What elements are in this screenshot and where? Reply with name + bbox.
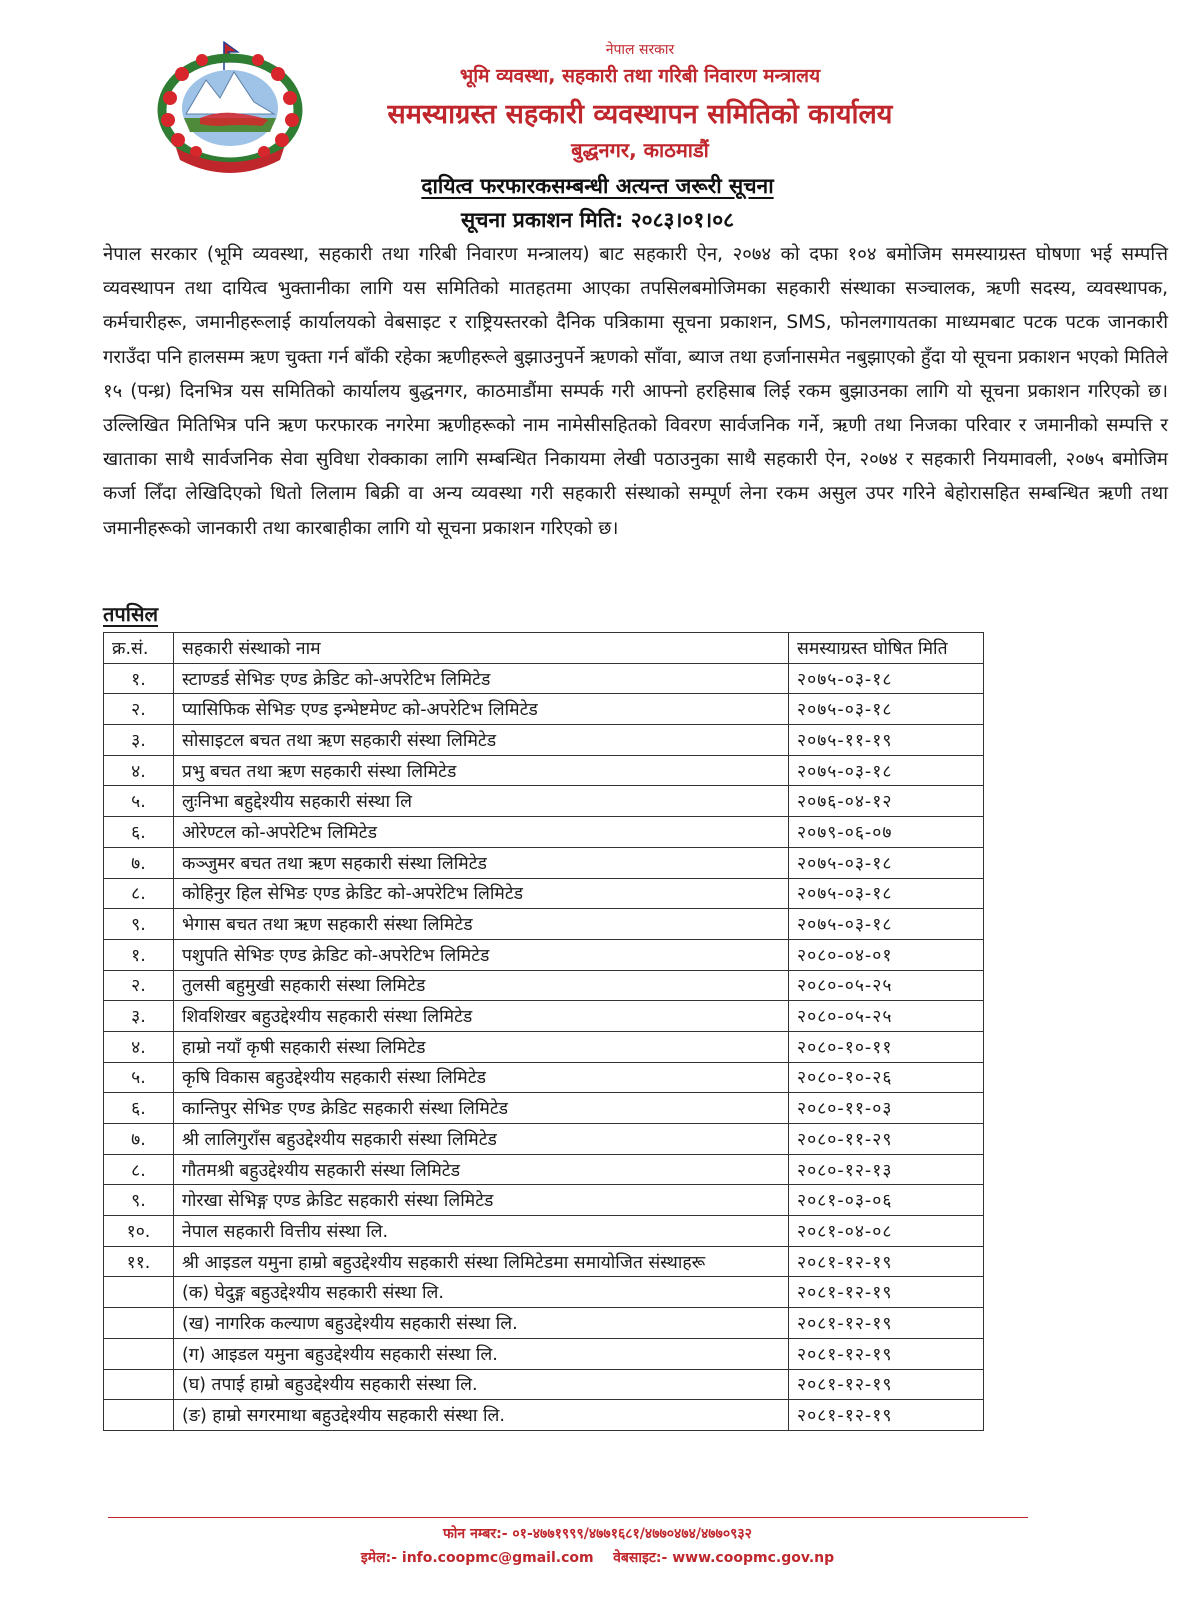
row-declared-date: २०७६-०४-१२ <box>789 786 984 817</box>
row-serial: ८. <box>104 878 174 909</box>
office-address: बुद्धनगर, काठमाडौं <box>571 138 709 162</box>
email-link[interactable]: info.coopmc@gmail.com <box>401 1550 594 1566</box>
row-cooperative-name: गोरखा सेभिङ्ग एण्ड क्रेडिट सहकारी संस्था लिमिटेड <box>174 1185 789 1216</box>
table-header-row <box>104 633 984 664</box>
row-declared-date: २०८१-०४-०८ <box>789 1216 984 1247</box>
row-serial: ८. <box>104 1154 174 1185</box>
row-serial-empty <box>104 1369 174 1400</box>
row-serial: ६. <box>104 817 174 848</box>
cooperatives-table <box>103 632 984 1431</box>
row-cooperative-name: श्री लालिगुराँस बहुउद्देश्यीय सहकारी संस्था लिमिटेड <box>174 1124 789 1155</box>
row-serial-empty <box>104 1308 174 1339</box>
row-cooperative-name: भेगास बचत तथा ऋण सहकारी संस्था लिमिटेड <box>174 909 789 940</box>
office-name: समस्याग्रस्त सहकारी व्यवस्थापन समितिको कार्यालय <box>387 99 893 130</box>
footer-divider <box>108 1517 1028 1518</box>
table-row <box>104 663 984 694</box>
table-row <box>104 909 984 940</box>
row-declared-date: २०७९-०६-०७ <box>789 817 984 848</box>
row-declared-date: २०८०-१०-२६ <box>789 1062 984 1093</box>
table-row <box>104 725 984 756</box>
table-row <box>104 1154 984 1185</box>
nepal-emblem-icon <box>150 36 310 176</box>
row-serial: १०. <box>104 1216 174 1247</box>
row-serial-empty <box>104 1400 174 1431</box>
row-serial: ५. <box>104 786 174 817</box>
row-serial: ४. <box>104 1031 174 1062</box>
table-row <box>104 1093 984 1124</box>
government-label: नेपाल सरकार <box>605 42 675 58</box>
row-cooperative-name: लुःनिभा बहुद्देश्यीय सहकारी संस्था लि <box>174 786 789 817</box>
row-cooperative-name: कान्तिपुर सेभिङ एण्ड क्रेडिट सहकारी संस्था लिमिटेड <box>174 1093 789 1124</box>
table-row <box>104 1216 984 1247</box>
table-row <box>104 1031 984 1062</box>
column-header-name: सहकारी संस्थाको नाम <box>174 633 789 664</box>
table-row <box>104 817 984 848</box>
row-cooperative-name: श्री आइडल यमुना हाम्रो बहुउद्देश्यीय सहकारी संस्था लिमिटेडमा समायोजित संस्थाहरू <box>174 1246 789 1277</box>
row-serial: ४. <box>104 755 174 786</box>
row-serial: ९. <box>104 1185 174 1216</box>
table-row <box>104 755 984 786</box>
row-declared-date: २०८१-१२-१९ <box>789 1246 984 1277</box>
row-declared-date: २०७५-०३-१८ <box>789 909 984 940</box>
table-row <box>104 694 984 725</box>
column-header-serial: क्र.सं. <box>104 633 174 664</box>
row-declared-date: २०८१-१२-१९ <box>789 1338 984 1369</box>
row-declared-date: २०७५-०३-१८ <box>789 878 984 909</box>
table-row <box>104 1062 984 1093</box>
table-sub-row <box>104 1400 984 1431</box>
row-cooperative-name: ओरेण्टल को-अपरेटिभ लिमिटेड <box>174 817 789 848</box>
row-cooperative-name: कृषि विकास बहुउद्देश्यीय सहकारी संस्था लिमिटेड <box>174 1062 789 1093</box>
row-declared-date: २०८०-१२-१३ <box>789 1154 984 1185</box>
row-serial: ५. <box>104 1062 174 1093</box>
row-declared-date: २०८०-१०-११ <box>789 1031 984 1062</box>
row-cooperative-name: प्यासिफिक सेभिङ एण्ड इन्भेष्टमेण्ट को-अपरेटिभ लिमिटेड <box>174 694 789 725</box>
table-row <box>104 970 984 1001</box>
website-label: वेबसाइट:- <box>613 1550 668 1566</box>
table-row <box>104 939 984 970</box>
row-declared-date: २०८१-१२-१९ <box>789 1400 984 1431</box>
row-cooperative-name: पशुपति सेभिङ एण्ड क्रेडिट को-अपरेटिभ लिमिटेड <box>174 939 789 970</box>
website-link[interactable]: www.coopmc.gov.np <box>672 1550 835 1566</box>
row-cooperative-name: कोहिनुर हिल सेभिङ एण्ड क्रेडिट को-अपरेटिभ लिमिटेड <box>174 878 789 909</box>
row-cooperative-name: स्टाण्डर्ड सेभिङ एण्ड क्रेडिट को-अपरेटिभ लिमिटेड <box>174 663 789 694</box>
row-cooperative-name: नेपाल सहकारी वित्तीय संस्था लि. <box>174 1216 789 1247</box>
row-cooperative-name: प्रभु बचत तथा ऋण सहकारी संस्था लिमिटेड <box>174 755 789 786</box>
row-serial: १. <box>104 663 174 694</box>
schedule-heading: तपसिल <box>103 602 159 626</box>
row-serial: ११. <box>104 1246 174 1277</box>
row-merged-cooperative-name: (ख) नागरिक कल्याण बहुउद्देश्यीय सहकारी संस्था लि. <box>174 1308 789 1339</box>
row-merged-cooperative-name: (घ) तपाई हाम्रो बहुउद्देश्यीय सहकारी संस्था लि. <box>174 1369 789 1400</box>
row-cooperative-name: हाम्रो नयाँ कृषी सहकारी संस्था लिमिटेड <box>174 1031 789 1062</box>
row-serial: ३. <box>104 725 174 756</box>
table-sub-row <box>104 1369 984 1400</box>
notice-publication-date: सूचना प्रकाशन मिति: २०८३।०१।०८ <box>460 208 735 232</box>
email-label: इमेल:- <box>360 1550 398 1566</box>
row-declared-date: २०७५-०३-१८ <box>789 663 984 694</box>
footer-phone <box>0 1524 1195 1543</box>
row-declared-date: २०७५-०३-१८ <box>789 847 984 878</box>
table-sub-row <box>104 1277 984 1308</box>
table-sub-row <box>104 1308 984 1339</box>
row-declared-date: २०८०-११-०३ <box>789 1093 984 1124</box>
table-row <box>104 878 984 909</box>
row-serial: ७. <box>104 1124 174 1155</box>
row-merged-cooperative-name: (क) घेदुङ्ग बहुउद्देश्यीय सहकारी संस्था लि. <box>174 1277 789 1308</box>
row-cooperative-name: तुलसी बहुमुखी सहकारी संस्था लिमिटेड <box>174 970 789 1001</box>
row-serial-empty <box>104 1338 174 1369</box>
row-declared-date: २०८०-०५-२५ <box>789 970 984 1001</box>
row-cooperative-name: कञ्जुमर बचत तथा ऋण सहकारी संस्था लिमिटेड <box>174 847 789 878</box>
notice-title: दायित्व फरफारकसम्बन्धी अत्यन्त जरूरी सूचना <box>421 174 774 198</box>
row-merged-cooperative-name: (ग) आइडल यमुना बहुउद्देश्यीय सहकारी संस्था लि. <box>174 1338 789 1369</box>
row-declared-date: २०८०-०४-०१ <box>789 939 984 970</box>
table-row <box>104 786 984 817</box>
row-declared-date: २०८१-१२-१९ <box>789 1308 984 1339</box>
row-serial: ९. <box>104 909 174 940</box>
phone-label: फोन नम्बर:- <box>443 1526 508 1542</box>
phone-numbers: ०१-४७७१९९९/४७७१६८१/४७७०४७४/४७७०९३२ <box>512 1526 752 1542</box>
row-declared-date: २०७५-०३-१८ <box>789 694 984 725</box>
row-declared-date: २०७५-११-१९ <box>789 725 984 756</box>
table-row <box>104 1001 984 1032</box>
table-row <box>104 1124 984 1155</box>
row-declared-date: २०७५-०३-१८ <box>789 755 984 786</box>
row-declared-date: २०८०-०५-२५ <box>789 1001 984 1032</box>
row-declared-date: २०८१-१२-१९ <box>789 1369 984 1400</box>
ministry-name: भूमि व्यवस्था, सहकारी तथा गरिबी निवारण मन्त्रालय <box>459 65 821 87</box>
table-row <box>104 1246 984 1277</box>
row-serial: २. <box>104 694 174 725</box>
table-sub-row <box>104 1338 984 1369</box>
row-serial: ७. <box>104 847 174 878</box>
column-header-date: समस्याग्रस्त घोषित मिति <box>789 633 984 664</box>
row-cooperative-name: गौतमश्री बहुउद्देश्यीय सहकारी संस्था लिमिटेड <box>174 1154 789 1185</box>
row-declared-date: २०८१-०३-०६ <box>789 1185 984 1216</box>
footer-contact <box>0 1548 1195 1567</box>
notice-body: नेपाल सरकार (भूमि व्यवस्था, सहकारी तथा गरिबी निवारण मन्त्रालय) बाट सहकारी ऐन, २०७४ को दफा १०४ बमोजिम समस्याग्रस्त घोषणा भई सम्पत्ति व्यवस्थापन तथा दायित्व भुक्तानीका लागि यस समितिको मातहतमा आएका तपसिलबमोजिमका सहकारी संस्थाका सञ्चालक, ऋणी सदस्य, व्यवस्थापक, कर्मचारीहरू, जमानीहरूलाई कार्यालयको वेबसाइट र राष्ट्रियस्तरको दैनिक पत्रिकामा सूचना प्रकाशन, SMS, फोनलगायतका माध्यमबाट पटक पटक जानकारी गराउँदा पनि हालसम्म ऋण चुक्ता गर्न बाँकी रहेका ऋणीहरूले बुझाउनुपर्ने ऋणको साँवा, ब्याज तथा हर्जानासमेत नबुझाएको हुँदा यो सूचना प्रकाशन भएको मितिले १५ (पन्ध्र) दिनभित्र यस समितिको कार्यालय बुद्धनगर, काठमाडौंमा सम्पर्क गरी आफ्नो हरहिसाब लिई रकम बुझाउनका लागि यो सूचना प्रकाशन गरिएको छ। उल्लिखित मितिभित्र पनि ऋण फरफारक नगरेमा ऋणीहरूको नाम नामेसीसहितको विवरण सार्वजनिक गर्ने, ऋणी तथा निजका परिवार र जमानीको सम्पत्ति र खाताका साथै सार्वजनिक सेवा सुविधा रोक्काका लागि सम्बन्धित निकायमा लेखी पठाउनुका साथै सहकारी ऐन, २०७४ र सहकारी नियमावली, २०७५ बमोजिम कर्जा लिँदा लेखिदिएको धितो लिलाम बिक्री वा अन्य व्यवस्था गरी सहकारी संस्थाको सम्पूर्ण लेना रकम असुल उपर गरिने बेहोरासहित सम्बन्धित ऋणी तथा जमानीहरूको जानकारी तथा कारबाहीका लागि यो सूचना प्रकाशन गरिएको छ। <box>103 244 1168 539</box>
row-declared-date: २०८०-११-२९ <box>789 1124 984 1155</box>
table-row <box>104 1185 984 1216</box>
row-serial: ६. <box>104 1093 174 1124</box>
row-declared-date: २०८१-१२-१९ <box>789 1277 984 1308</box>
row-serial: ३. <box>104 1001 174 1032</box>
row-serial: १. <box>104 939 174 970</box>
row-serial: २. <box>104 970 174 1001</box>
table-row <box>104 847 984 878</box>
row-merged-cooperative-name: (ङ) हाम्रो सगरमाथा बहुउद्देश्यीय सहकारी संस्था लि. <box>174 1400 789 1431</box>
row-cooperative-name: सोसाइटल बचत तथा ऋण सहकारी संस्था लिमिटेड <box>174 725 789 756</box>
row-serial-empty <box>104 1277 174 1308</box>
row-cooperative-name: शिवशिखर बहुउद्देश्यीय सहकारी संस्था लिमिटेड <box>174 1001 789 1032</box>
